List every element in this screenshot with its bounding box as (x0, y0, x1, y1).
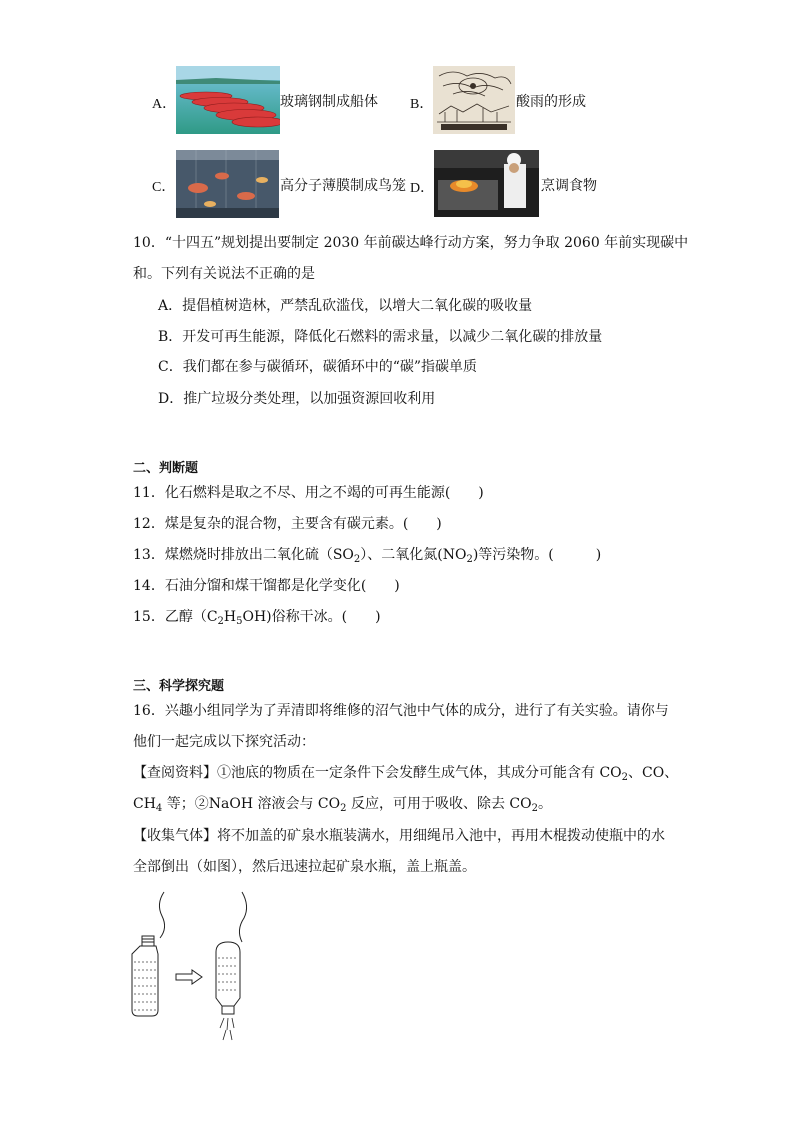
reference-line1: 【查阅资料】①池底的物质在一定条件下会发酵生成气体，其成分可能含有 $CO_2$、CO、 (133, 765, 679, 783)
q10-option-d: D．推广垃圾分类处理，以加强资源回收利用 (158, 391, 436, 407)
q16-line1: 16．兴趣小组同学为了弄清即将维修的沼气池中气体的成分，进行了有关实验。请你与 (133, 703, 669, 719)
q12: 12．煤是复杂的混合物，主要含有碳元素。( ) (133, 516, 442, 532)
option-a-text: 玻璃钢制成船体 (280, 94, 378, 110)
q10-option-a: A．提倡植树造林，严禁乱砍滥伐，以增大二氧化碳的吸收量 (158, 298, 533, 314)
collect-line2: 全部倒出（如图），然后迅速拉起矿泉水瓶，盖上瓶盖。 (133, 859, 476, 875)
option-d-letter: D． (410, 181, 435, 196)
q10-option-c: C．我们都在参与碳循环，碳循环中的“碳”指碳单质 (158, 359, 478, 375)
option-c-text: 高分子薄膜制成鸟笼 (280, 178, 406, 194)
option-d-text: 烹调食物 (541, 178, 597, 194)
acid-rain-image (433, 66, 515, 134)
option-b-letter: B． (410, 97, 434, 112)
q10-stem-line1: 10．“十四五”规划提出要制定 2030 年前碳达峰行动方案，努力争取 2060 年前实现碳中 (133, 235, 689, 251)
bottle-diagram (128, 890, 268, 1045)
q10-option-b: B．开发可再生能源，降低化石燃料的需求量，以减少二氧化碳的排放量 (158, 329, 603, 345)
option-c-letter: C． (152, 180, 176, 195)
cooking-image (434, 150, 539, 217)
q13: 13．煤燃烧时排放出二氧化硫$(SO_2)$、二氧化氮$(NO_2)$等污染物。( ) (133, 547, 602, 565)
option-b-text: 酸雨的形成 (516, 94, 586, 110)
q14: 14．石油分馏和煤干馏都是化学变化( ) (133, 578, 400, 594)
boats-image (176, 66, 280, 134)
collect-line1: 【收集气体】将不加盖的矿泉水瓶装满水，用细绳吊入池中，再用木棍拨动使瓶中的水 (133, 828, 665, 844)
section2-title: 二、判断题 (133, 461, 199, 476)
q11: 11．化石燃料是取之不尽、用之不竭的可再生能源( ) (133, 485, 484, 501)
section3-title: 三、科学探究题 (133, 679, 225, 694)
q15: 15．乙醇$(C_2H_5OH)$俗称干冰。( ) (133, 609, 381, 627)
q16-line2: 他们一起完成以下探究活动： (133, 734, 315, 750)
q10-stem-line2: 和。下列有关说法不正确的是 (133, 266, 315, 282)
membrane-cage-image (176, 150, 279, 218)
option-a-letter: A． (152, 97, 177, 112)
reference-line2: $CH_4$ 等；②NaOH 溶液会与 $CO_2$ 反应，可用于吸收、除去 $CO_2$。 (133, 796, 552, 814)
